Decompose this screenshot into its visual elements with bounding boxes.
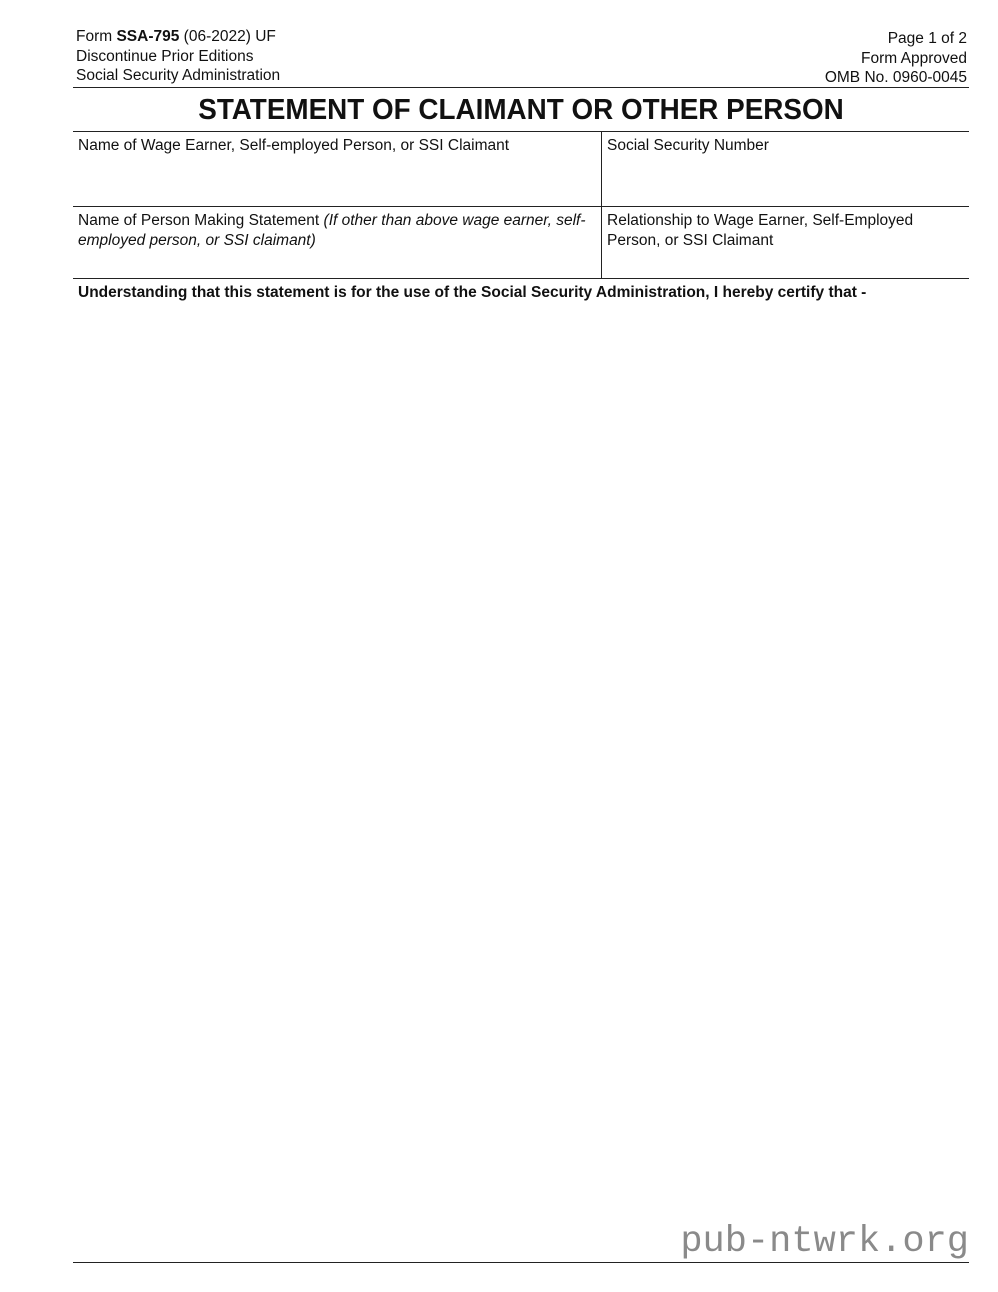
form-number: SSA-795 [116, 28, 180, 45]
statement-text-area[interactable] [73, 305, 969, 1255]
edition-note: Discontinue Prior Editions [76, 47, 254, 65]
footer-divider [73, 1262, 969, 1263]
relationship-cell [602, 207, 969, 278]
claimant-info-table [73, 131, 969, 279]
statement-maker-name-cell [73, 207, 602, 278]
statement-maker-name-note: (If other than above wage earner, self-employed person, or SSI claimant) [78, 212, 586, 249]
wage-earner-name-cell [73, 132, 602, 206]
form-number-line [76, 27, 280, 47]
form-approval-info [825, 29, 967, 88]
relationship-label: Relationship to Wage Earner, Self-Employed Person, or SSI Claimant [607, 212, 914, 249]
agency-name: Social Security Administration [76, 67, 281, 84]
ssn-label: Social Security Number [607, 137, 769, 154]
watermark-text: pub-ntwrk.org [680, 1221, 969, 1263]
form-revision: (06-2022) UF [179, 28, 276, 45]
ssn-cell [602, 132, 969, 206]
omb-number: OMB No. 0960-0045 [824, 69, 967, 86]
form-identification [76, 27, 280, 86]
wage-earner-name-field[interactable] [78, 178, 595, 200]
wage-earner-name-label: Name of Wage Earner, Self-employed Person, or SSI Claimant [78, 137, 510, 154]
table-row [73, 207, 969, 278]
statement-maker-name-label: Name of Person Making Statement [78, 212, 324, 229]
approval-status: Form Approved [861, 49, 967, 67]
ssn-field[interactable] [607, 178, 963, 200]
statement-maker-name-field[interactable] [78, 250, 595, 272]
page-indicator: Page 1 of 2 [887, 30, 967, 47]
page-title: STATEMENT OF CLAIMANT OR OTHER PERSON [198, 94, 844, 126]
header-divider [73, 87, 969, 88]
form-prefix: Form [76, 28, 117, 45]
certification-statement: Understanding that this statement is for the use of the Social Security Administration, I hereby certify that - [78, 284, 867, 301]
table-row [73, 132, 969, 207]
relationship-field[interactable] [607, 250, 963, 272]
